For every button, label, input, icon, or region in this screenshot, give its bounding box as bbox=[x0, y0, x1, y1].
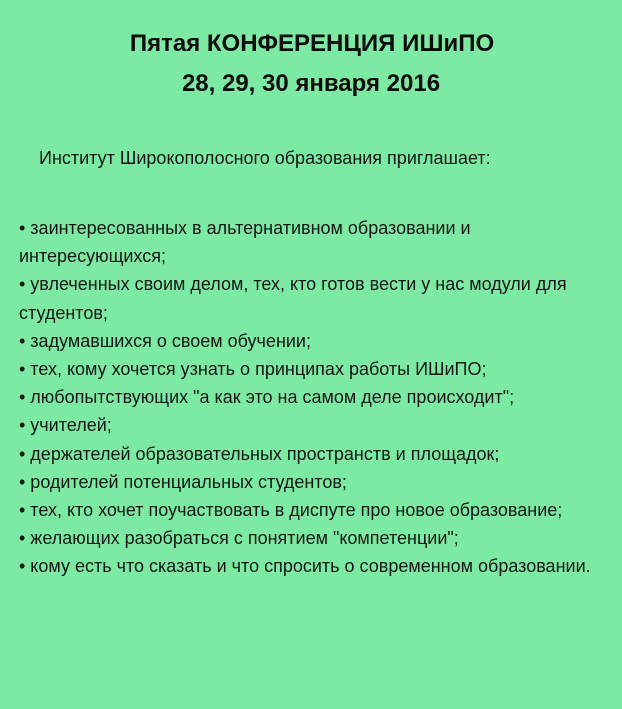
invitee-list bbox=[19, 214, 609, 581]
list-item: • учителей; bbox=[19, 415, 112, 436]
list-item: • увлеченных своим делом, тех, кто готов вести у нас модули для студентов; bbox=[19, 274, 567, 323]
list-item: • любопытствующих "а как это на самом деле происходит"; bbox=[19, 387, 515, 408]
list-item: • желающих разобраться с понятием "компетенции"; bbox=[19, 528, 459, 549]
list-item: • держателей образовательных пространств и площадок; bbox=[19, 443, 500, 464]
list-item: • заинтересованных в альтернативном образовании и интересующихся; bbox=[19, 218, 471, 267]
list-item: • родителей потенциальных студентов; bbox=[19, 471, 347, 492]
list-item: • кому есть что сказать и что спросить о современном образовании. bbox=[19, 556, 591, 577]
title-line-2: 28, 29, 30 января 2016 bbox=[181, 70, 441, 97]
title-line-1: Пятая КОНФЕРЕНЦИЯ ИШиПО bbox=[129, 30, 495, 57]
list-item: • задумавшихся о своем обучении; bbox=[19, 330, 311, 351]
intro-text: Институт Широкополосного образования приглашает: bbox=[39, 148, 491, 168]
list-item: • тех, кто хочет поучаствовать в диспуте про новое образование; bbox=[19, 500, 563, 521]
list-item: • тех, кому хочется узнать о принципах работы ИШиПО; bbox=[19, 359, 487, 380]
conference-title bbox=[0, 24, 622, 104]
